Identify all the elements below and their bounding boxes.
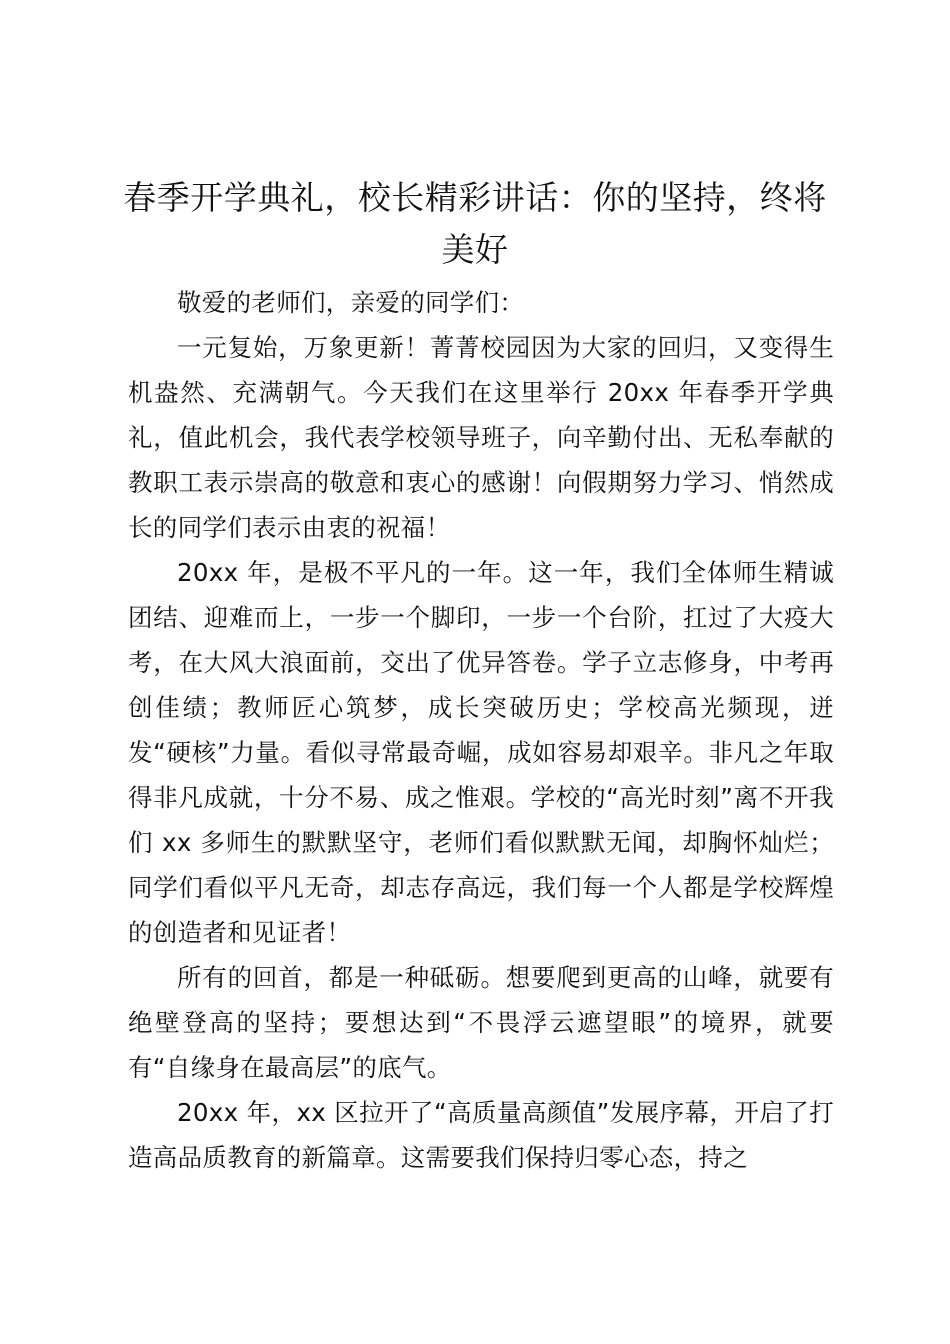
paragraph-review: 20xx 年，是极不平凡的一年。这一年，我们全体师生精诚团结、迎难而上，一步一个脚印，一步一个台阶，扛过了大疫大考，在大风大浪面前，交出了优异答卷。学子立志修身，中考再创佳绩；教师匠心筑梦，成长突破历史；学校高光频现，迸发“硬核”力量。看似寻常最奇崛，成如容易却艰辛。非凡之年取得非凡成就，十分不易、成之惟艰。学校的“高光时刻”离不开我们 xx 多师生的默默坚守，老师们看似默默无闻，却胸怀灿烂；同学们看似平凡无奇，却志存高远，我们每一个人都是学校辉煌的创造者和见证者！ xyxy=(128,558,834,947)
paragraph-outlook: 20xx 年，xx 区拉开了“高质量高颜值”发展序幕，开启了打造高品质教育的新篇章。这需要我们保持归零心态，持之 xyxy=(128,1098,834,1172)
paragraph-salutation: 敬爱的老师们，亲爱的同学们： xyxy=(177,288,525,317)
document-body xyxy=(128,280,834,1180)
paragraph-opening: 一元复始，万象更新！菁菁校园因为大家的回归，又变得生机盎然、充满朝气。今天我们在这里举行 20xx 年春季开学典礼，值此机会，我代表学校领导班子，向辛勤付出、无私奉献的教职工表示崇高的敬意和衷心的感谢！向假期努力学习、悄然成长的同学们表示由衷的祝福！ xyxy=(128,333,834,542)
document-title: 春季开学典礼，校长精彩讲话：你的坚持，终将美好 xyxy=(123,178,827,269)
paragraph-reflection: 所有的回首，都是一种砥砺。想要爬到更高的山峰，就要有绝壁登高的坚持；要想达到“不畏浮云遮望眼”的境界，就要有“自缘身在最高层”的底气。 xyxy=(128,963,834,1082)
